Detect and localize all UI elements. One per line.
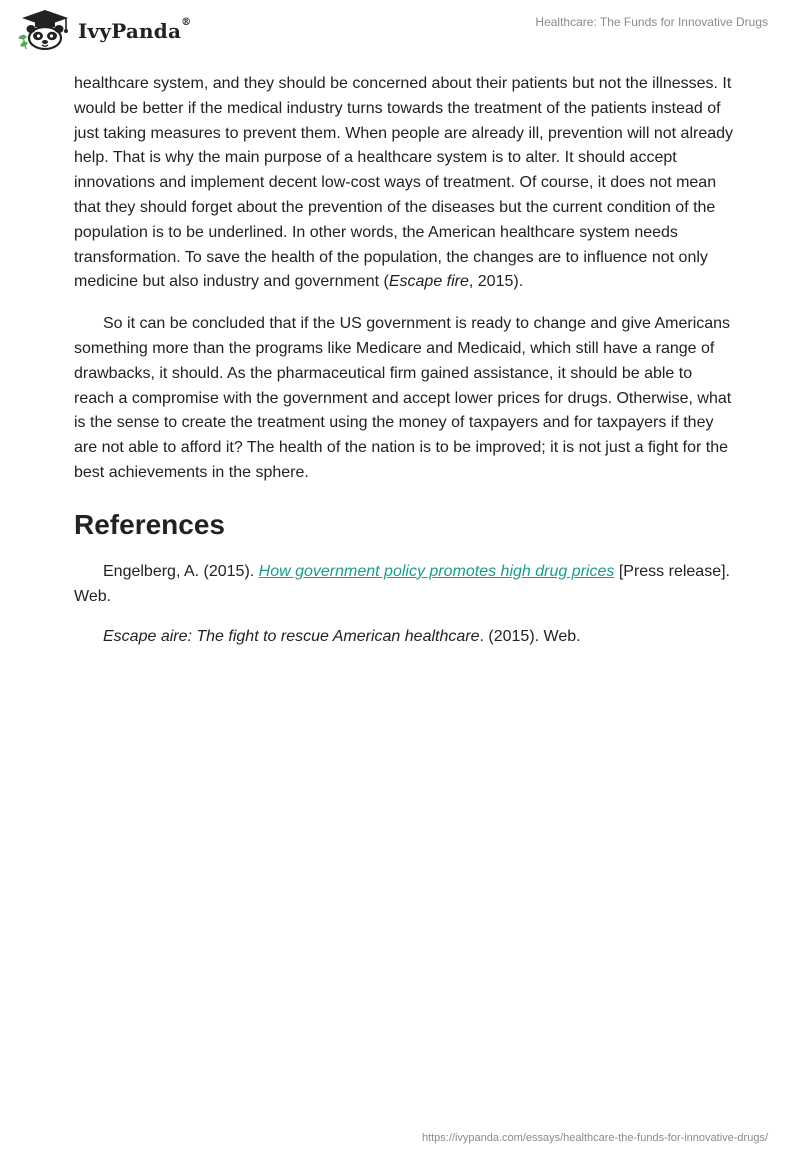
references-heading: References <box>74 508 225 540</box>
reference-link[interactable]: How government policy promotes high drug prices <box>258 562 615 580</box>
logo-text: IvyPanda® <box>78 17 192 43</box>
footer-url: https://ivypanda.com/essays/healthcare-the-funds-for-innovative-drugs/ <box>421 1132 768 1144</box>
paragraph-1: healthcare system, and they should be concerned about their patients but not the illnesses. It would be better if the medical industry turns towards the treatment of the patients instead of just taking measures to prevent them. When people are already ill, prevention will not already help. That is why the main purpose of a healthcare system is to alter. It should accept innovations and implement decent low-cost ways of treatment. Of course, it does not mean that they should forget about the prevention of the diseases but the current condition of the population is to be underlined. In other words, the American healthcare system needs transformation. To save the health of the population, the changes are to influence not only medicine but also industry and government (Escape fire, 2015). <box>74 75 734 291</box>
paragraph-2: So it can be concluded that if the US government is ready to change and give Americans something more than the programs like Medicare and Medicaid, which still have a range of drawbacks, it should. As the pharmaceutical firm gained assistance, it should be able to reach a compromise with the government and accept lower prices for drugs. Otherwise, what is the sense to create the treatment using the money of taxpayers and for taxpayers if they are not able to afford it? The health of the nation is to be improved; it is not just a fight for the best achievements in the sphere. <box>74 315 732 481</box>
citation-title: Escape fire <box>388 273 469 291</box>
reference-item-2: Escape aire: The fight to rescue American healthcare. (2015). Web. <box>103 628 581 646</box>
essay-content <box>74 72 734 666</box>
reference-title: Escape aire: The fight to rescue American healthcare <box>103 628 480 646</box>
ivypanda-logo[interactable] <box>14 8 191 50</box>
reference-item-1: Engelberg, A. (2015). How government policy promotes high drug prices [Press release]. Web. <box>74 562 730 605</box>
panda-graduate-icon <box>14 8 76 50</box>
registered-mark: ® <box>181 17 192 28</box>
page-header <box>0 0 800 70</box>
document-title: Healthcare: The Funds for Innovative Drugs <box>535 15 768 29</box>
